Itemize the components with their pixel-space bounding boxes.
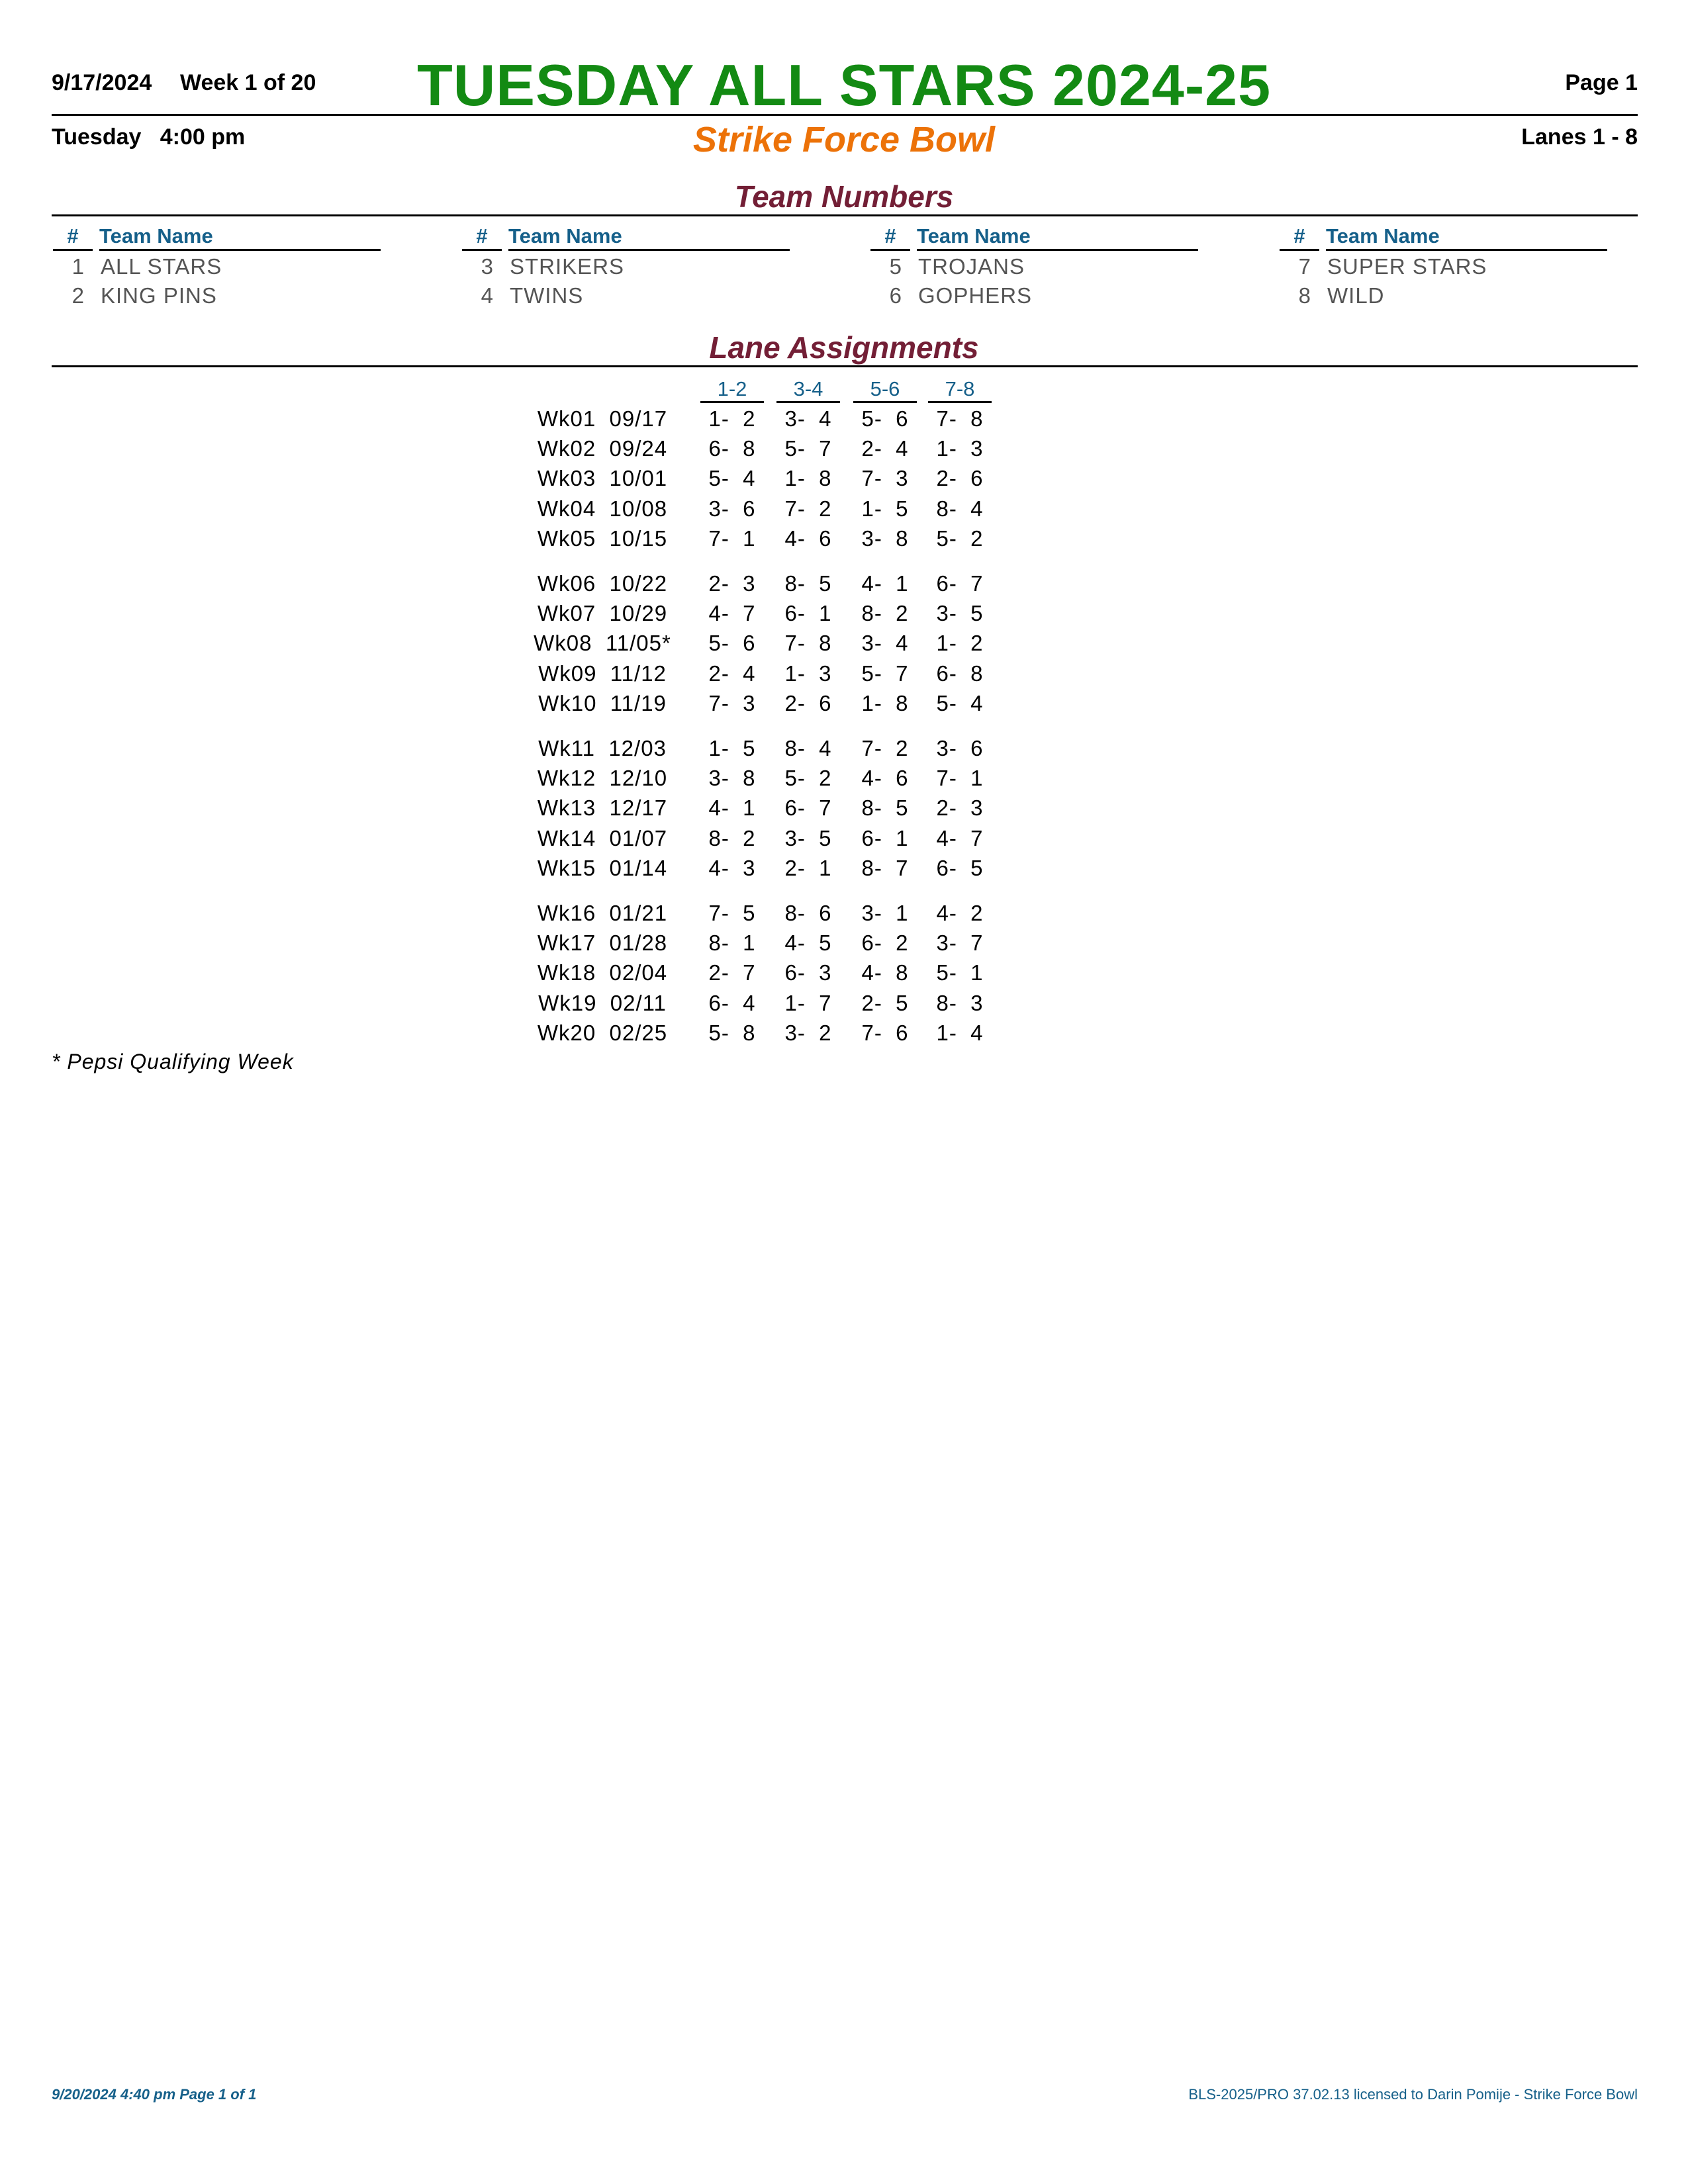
team-matchup: 4- 7 xyxy=(936,825,984,850)
team-column xyxy=(53,224,384,312)
week-row xyxy=(0,466,1688,496)
team-name: SUPER STARS xyxy=(1327,254,1487,279)
week-label: Wk17 01/28 xyxy=(537,931,668,956)
week-label: Wk05 10/15 xyxy=(537,525,668,551)
week-label: Wk11 12/03 xyxy=(538,736,667,760)
team-matchup: 2- 5 xyxy=(861,990,909,1015)
week-row xyxy=(0,931,1688,960)
week-label: Wk08 11/05* xyxy=(534,631,671,656)
team-matchup: 4- 3 xyxy=(708,855,756,880)
team-matchup: 5- 4 xyxy=(708,466,756,491)
bowling-center-name: Strike Force Bowl xyxy=(692,120,996,159)
footer-print-info: 9/20/2024 4:40 pm Page 1 of 1 xyxy=(52,2086,257,2103)
day-time: Tuesday 4:00 pm xyxy=(52,124,246,150)
team-number: 4 xyxy=(481,283,494,308)
team-matchup: 1- 5 xyxy=(861,496,909,521)
team-matchup: 4- 1 xyxy=(861,571,909,596)
team-matchup: 3- 7 xyxy=(936,931,984,956)
team-matchup: 6- 1 xyxy=(784,601,832,626)
week-label: Wk07 10/29 xyxy=(537,601,668,626)
team-numbers-rule xyxy=(52,214,1638,216)
team-number: 2 xyxy=(71,283,85,308)
team-matchup: 3- 4 xyxy=(861,631,909,656)
team-number: 3 xyxy=(481,254,494,279)
team-matchup: 8- 4 xyxy=(784,736,832,760)
week-row xyxy=(0,406,1688,436)
team-matchup: 7- 2 xyxy=(861,736,909,760)
team-matchup: 2- 3 xyxy=(708,571,756,596)
week-row xyxy=(0,856,1688,886)
team-matchup: 5- 2 xyxy=(784,766,832,791)
team-name-header: Team Name xyxy=(1326,224,1607,251)
team-matchup: 3- 6 xyxy=(936,736,984,760)
team-matchup: 7- 2 xyxy=(784,496,832,521)
team-matchup: 3- 5 xyxy=(936,601,984,626)
team-column-header xyxy=(870,224,1201,254)
week-indicator: Week 1 of 20 xyxy=(180,70,316,95)
team-column-header xyxy=(462,224,793,254)
team-matchup: 8- 3 xyxy=(936,990,984,1015)
team-matchup: 8- 5 xyxy=(784,571,832,596)
week-row xyxy=(0,571,1688,601)
team-matchup: 1- 8 xyxy=(784,466,832,491)
week-row xyxy=(0,736,1688,766)
team-matchup: 7- 1 xyxy=(936,766,984,791)
team-matchup: 3- 1 xyxy=(861,901,909,925)
team-number-header: # xyxy=(462,224,502,251)
team-name: GOPHERS xyxy=(918,283,1033,308)
team-matchup: 4- 2 xyxy=(936,901,984,925)
week-row xyxy=(0,691,1688,721)
team-matchup: 6- 4 xyxy=(708,990,756,1015)
team-matchup: 3- 4 xyxy=(784,406,832,431)
week-row xyxy=(0,960,1688,990)
team-matchup: 8- 2 xyxy=(861,601,909,626)
week-row xyxy=(0,826,1688,856)
team-column xyxy=(1280,224,1611,312)
team-matchup: 5- 8 xyxy=(708,1020,756,1045)
week-label: Wk06 10/22 xyxy=(537,571,668,596)
week-label: Wk20 02/25 xyxy=(537,1020,668,1045)
team-name: KING PINS xyxy=(101,283,217,308)
team-number-header: # xyxy=(53,224,93,251)
team-column-header xyxy=(1280,224,1611,254)
week-label: Wk10 11/19 xyxy=(538,690,667,715)
lane-pair-header: 5-6 xyxy=(853,377,917,403)
team-matchup: 7- 3 xyxy=(708,690,756,715)
team-row xyxy=(870,254,1201,283)
week-label: Wk19 02/11 xyxy=(538,990,667,1015)
lane-pair-header: 1-2 xyxy=(700,377,764,403)
team-name: TWINS xyxy=(510,283,584,308)
team-name-header: Team Name xyxy=(508,224,790,251)
team-matchup: 2- 6 xyxy=(784,690,832,715)
team-matchup: 1- 2 xyxy=(936,631,984,656)
team-matchup: 3- 2 xyxy=(784,1020,832,1045)
team-matchup: 6- 2 xyxy=(861,931,909,956)
team-matchup: 3- 8 xyxy=(861,525,909,551)
team-matchup: 4- 7 xyxy=(708,601,756,626)
week-label: Wk18 02/04 xyxy=(537,960,668,985)
team-matchup: 6- 8 xyxy=(936,660,984,686)
week-label: Wk14 01/07 xyxy=(537,825,668,850)
week-row xyxy=(0,901,1688,931)
week-row xyxy=(0,526,1688,556)
team-row xyxy=(462,283,793,312)
footnote: * Pepsi Qualifying Week xyxy=(52,1050,294,1073)
week-label: Wk02 09/24 xyxy=(537,436,668,461)
week-label: Wk16 01/21 xyxy=(537,901,668,925)
week-label: Wk04 10/08 xyxy=(537,496,668,521)
team-matchup: 7- 6 xyxy=(861,1020,909,1045)
team-matchup: 3- 5 xyxy=(784,825,832,850)
team-row xyxy=(53,254,384,283)
lane-assignments-rule xyxy=(52,365,1638,367)
league-title: TUESDAY ALL STARS 2024-25 xyxy=(416,52,1272,118)
team-matchup: 2- 6 xyxy=(936,466,984,491)
team-matchup: 2- 4 xyxy=(861,436,909,461)
team-column-header xyxy=(53,224,384,254)
team-matchup: 7- 3 xyxy=(861,466,909,491)
footer-license: BLS-2025/PRO 37.02.13 licensed to Darin Pomije - Strike Force Bowl xyxy=(1188,2086,1638,2103)
week-row xyxy=(0,991,1688,1021)
team-matchup: 2- 3 xyxy=(936,796,984,821)
team-matchup: 8- 7 xyxy=(861,855,909,880)
page-number: Page 1 xyxy=(1565,70,1638,95)
team-matchup: 5- 7 xyxy=(861,660,909,686)
team-matchup: 2- 7 xyxy=(708,960,756,985)
week-label: Wk01 09/17 xyxy=(537,406,668,431)
team-name: STRIKERS xyxy=(510,254,625,279)
team-matchup: 1- 3 xyxy=(784,660,832,686)
team-matchup: 5- 6 xyxy=(861,406,909,431)
team-matchup: 7- 8 xyxy=(784,631,832,656)
team-row xyxy=(1280,283,1611,312)
team-numbers-title: Team Numbers xyxy=(734,179,954,214)
team-matchup: 6- 3 xyxy=(784,960,832,985)
team-matchup: 1- 7 xyxy=(784,990,832,1015)
team-number-header: # xyxy=(870,224,910,251)
team-matchup: 8- 4 xyxy=(936,496,984,521)
week-label: Wk09 11/12 xyxy=(538,660,667,686)
team-column xyxy=(462,224,793,312)
header-rule xyxy=(52,114,1638,116)
lane-pair-header: 3-4 xyxy=(776,377,840,403)
week-label: Wk15 01/14 xyxy=(537,855,668,880)
team-matchup: 6- 1 xyxy=(861,825,909,850)
team-matchup: 1- 3 xyxy=(936,436,984,461)
team-name-header: Team Name xyxy=(917,224,1198,251)
report-date: 9/17/2024 xyxy=(52,70,152,95)
team-matchup: 6- 7 xyxy=(784,796,832,821)
team-matchup: 6- 7 xyxy=(936,571,984,596)
week-label: Wk13 12/17 xyxy=(537,796,668,821)
team-row xyxy=(1280,254,1611,283)
team-name: TROJANS xyxy=(918,254,1025,279)
week-label: Wk03 10/01 xyxy=(537,466,668,491)
team-matchup: 6- 8 xyxy=(708,436,756,461)
lane-pair-header: 7-8 xyxy=(928,377,992,403)
team-number-header: # xyxy=(1280,224,1319,251)
team-matchup: 6- 5 xyxy=(936,855,984,880)
team-matchup: 4- 6 xyxy=(784,525,832,551)
team-matchup: 4- 8 xyxy=(861,960,909,985)
team-matchup: 5- 7 xyxy=(784,436,832,461)
team-matchup: 1- 2 xyxy=(708,406,756,431)
team-matchup: 4- 1 xyxy=(708,796,756,821)
week-row xyxy=(0,796,1688,825)
week-row xyxy=(0,601,1688,631)
team-row xyxy=(53,283,384,312)
team-number: 8 xyxy=(1298,283,1311,308)
team-matchup: 5- 4 xyxy=(936,690,984,715)
team-matchup: 7- 1 xyxy=(708,525,756,551)
team-name: ALL STARS xyxy=(101,254,222,279)
week-row xyxy=(0,766,1688,796)
lane-assignments-title: Lane Assignments xyxy=(709,330,979,365)
team-matchup: 5- 2 xyxy=(936,525,984,551)
team-number: 7 xyxy=(1298,254,1311,279)
team-matchup: 7- 8 xyxy=(936,406,984,431)
team-number: 6 xyxy=(889,283,902,308)
team-matchup: 3- 6 xyxy=(708,496,756,521)
team-matchup: 8- 2 xyxy=(708,825,756,850)
team-matchup: 1- 8 xyxy=(861,690,909,715)
week-row xyxy=(0,496,1688,526)
week-row xyxy=(0,1021,1688,1050)
team-matchup: 4- 6 xyxy=(861,766,909,791)
team-matchup: 7- 5 xyxy=(708,901,756,925)
team-number: 1 xyxy=(71,254,85,279)
team-row xyxy=(870,283,1201,312)
team-name: WILD xyxy=(1327,283,1385,308)
team-matchup: 8- 5 xyxy=(861,796,909,821)
team-matchup: 3- 8 xyxy=(708,766,756,791)
team-matchup: 1- 5 xyxy=(708,736,756,760)
team-column xyxy=(870,224,1201,312)
team-name-header: Team Name xyxy=(99,224,381,251)
team-matchup: 2- 1 xyxy=(784,855,832,880)
team-matchup: 8- 1 xyxy=(708,931,756,956)
team-number: 5 xyxy=(889,254,902,279)
team-row xyxy=(462,254,793,283)
week-label: Wk12 12/10 xyxy=(537,766,668,791)
week-row xyxy=(0,436,1688,466)
team-matchup: 2- 4 xyxy=(708,660,756,686)
week-row xyxy=(0,661,1688,691)
team-matchup: 4- 5 xyxy=(784,931,832,956)
lanes-range: Lanes 1 - 8 xyxy=(1521,124,1638,150)
team-matchup: 5- 1 xyxy=(936,960,984,985)
week-row xyxy=(0,631,1688,660)
team-matchup: 8- 6 xyxy=(784,901,832,925)
team-matchup: 5- 6 xyxy=(708,631,756,656)
team-matchup: 1- 4 xyxy=(936,1020,984,1045)
